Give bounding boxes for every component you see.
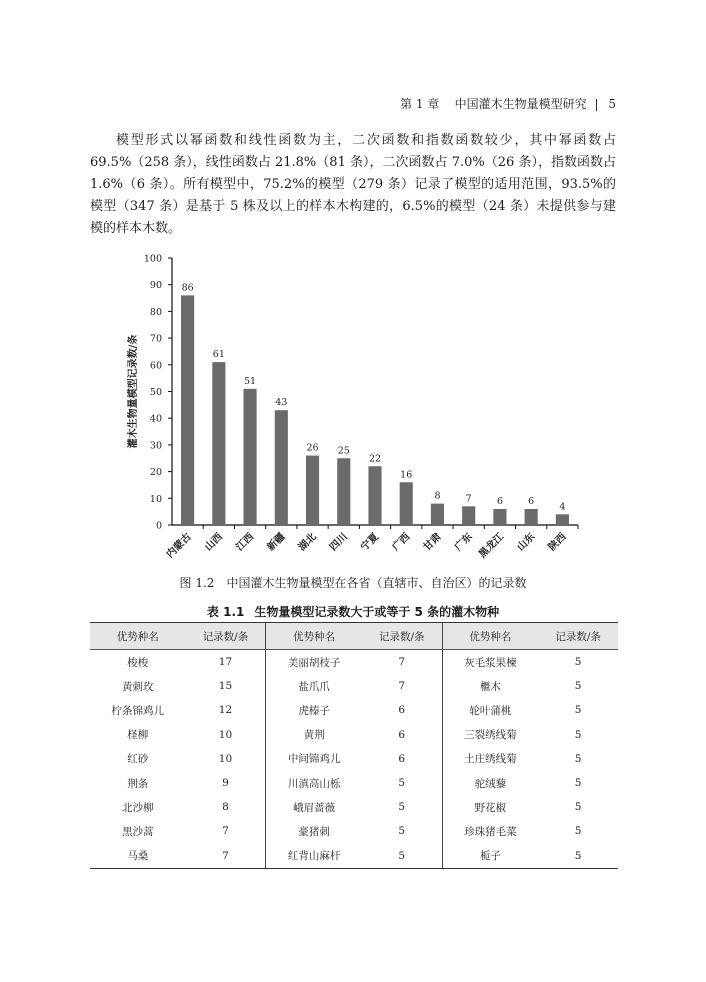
x-category-label: 宁夏 <box>359 531 382 554</box>
species-cell: 盐爪爪 <box>266 674 362 698</box>
record-count-cell: 15 <box>218 680 233 693</box>
record-count-cell: 6 <box>398 752 406 765</box>
header-cell: 记录数/条 <box>362 623 442 650</box>
record-count-cell: 5 <box>398 777 406 790</box>
x-category-label: 广西 <box>390 531 413 554</box>
header-cell: 优势种名 <box>442 623 538 650</box>
x-category-label: 湖北 <box>296 531 319 554</box>
bar-value-label: 51 <box>244 375 257 387</box>
record-count-cell: 12 <box>218 704 233 717</box>
x-category-label: 广东 <box>452 531 475 554</box>
table-row <box>90 771 618 795</box>
bar <box>431 504 444 525</box>
bar <box>368 466 381 525</box>
species-cell: 北沙柳 <box>122 801 154 814</box>
species-cell: 荆条 <box>127 777 149 790</box>
bar-value-label: 8 <box>434 490 441 502</box>
page-number: 5 <box>608 97 616 111</box>
species-cell: 美丽胡枝子 <box>266 650 362 675</box>
y-tick-label: 0 <box>155 520 162 532</box>
record-count-cell: 9 <box>222 777 229 790</box>
chapter-label: 第 1 章 <box>400 97 440 111</box>
x-category-label: 新疆 <box>265 531 288 554</box>
species-cell: 红背山麻杆 <box>266 844 362 869</box>
record-count-cell: 10 <box>218 752 233 765</box>
y-axis-label: 灌木生物量模型记录数/条 <box>128 334 139 449</box>
table-body <box>90 650 618 869</box>
species-cell: 中间锦鸡儿 <box>266 747 362 771</box>
species-cell: 黑沙蒿 <box>122 825 154 838</box>
header-cell: 优势种名 <box>266 623 362 650</box>
record-count-cell: 5 <box>574 825 582 838</box>
record-count-cell: 5 <box>574 680 582 693</box>
bar <box>275 410 288 525</box>
record-count-cell: 5 <box>398 801 406 814</box>
table-row <box>90 795 618 819</box>
figure-caption: 图 1.2 中国灌木生物量模型在各省（直辖市、自治区）的记录数 <box>179 576 527 590</box>
species-cell: 峨眉蔷薇 <box>266 795 362 819</box>
table-row <box>90 650 618 675</box>
record-count-cell: 5 <box>362 844 442 869</box>
header-cell: 记录数/条 <box>538 623 618 650</box>
record-count-cell: 5 <box>538 844 618 869</box>
x-category-label: 四川 <box>327 531 350 554</box>
bar-value-label: 22 <box>368 453 382 465</box>
record-count-cell: 5 <box>574 777 582 790</box>
species-cell: 红砂 <box>127 753 149 766</box>
bar-value-label: 26 <box>306 442 319 454</box>
table-row <box>90 844 618 869</box>
bar-value-label: 16 <box>400 469 413 481</box>
record-count-cell: 7 <box>398 656 406 669</box>
species-table <box>90 622 618 869</box>
bar-value-label: 25 <box>337 445 350 457</box>
species-cell: 马桑 <box>90 844 186 869</box>
table-row <box>90 747 618 771</box>
species-cell: 三裂绣线菊 <box>442 723 538 747</box>
y-tick-label: 70 <box>149 333 162 345</box>
table-title-text: 生物量模型记录数大于或等于 5 条的灌木物种 <box>254 605 500 619</box>
species-cell: 檵木 <box>442 674 538 698</box>
species-cell: 土庄绣线菊 <box>442 747 538 771</box>
record-count-cell: 7 <box>186 844 266 869</box>
bar-chart-svg <box>120 248 590 573</box>
x-category-label: 江西 <box>234 531 257 554</box>
species-cell: 栀子 <box>442 844 538 869</box>
species-cell: 灰毛浆果楝 <box>442 650 538 675</box>
record-count-cell: 6 <box>398 704 406 717</box>
table-row <box>90 723 618 747</box>
y-tick-label: 50 <box>149 387 162 398</box>
x-category-label: 内蒙古 <box>164 531 194 561</box>
species-cell: 柠条锦鸡儿 <box>111 704 165 717</box>
y-tick-label: 20 <box>149 467 162 479</box>
bar <box>212 362 225 525</box>
y-tick-label: 100 <box>143 253 162 265</box>
bar <box>525 509 538 525</box>
record-count-cell: 7 <box>222 825 229 838</box>
header-separator: | <box>594 97 599 111</box>
bar <box>306 456 319 525</box>
y-tick-label: 60 <box>149 360 162 372</box>
y-tick-label: 30 <box>149 440 162 452</box>
table-row <box>90 674 618 698</box>
table-header-row <box>90 623 618 650</box>
record-count-cell: 5 <box>574 704 582 717</box>
bar-chart <box>120 248 590 573</box>
x-category-label: 山东 <box>515 531 538 554</box>
bar <box>181 295 194 525</box>
record-count-cell: 5 <box>574 801 582 814</box>
bar-value-label: 61 <box>212 349 225 361</box>
species-cell: 珍珠猪毛菜 <box>442 819 538 843</box>
x-category-label: 山西 <box>203 531 225 554</box>
y-tick-label: 10 <box>149 493 162 505</box>
bar <box>244 389 257 525</box>
table-number: 表 1.1 <box>206 605 245 619</box>
table-row <box>90 819 618 843</box>
species-cell: 驼绒藜 <box>442 771 538 795</box>
header-cell: 记录数/条 <box>186 623 266 650</box>
bar-value-label: 4 <box>559 501 566 513</box>
species-cell: 轮叶蒲桃 <box>442 698 538 722</box>
species-cell: 虎榛子 <box>266 698 362 722</box>
x-category-label: 黑龙江 <box>477 531 507 561</box>
record-count-cell: 5 <box>574 728 582 741</box>
bar <box>400 482 413 525</box>
record-count-cell: 5 <box>574 752 582 765</box>
species-cell: 野花椒 <box>442 795 538 819</box>
header-cell: 优势种名 <box>90 623 186 650</box>
x-category-label: 甘肃 <box>421 531 444 554</box>
book-title: 中国灌木生物量模型研究 <box>454 97 587 111</box>
bar-value-label: 6 <box>528 495 535 507</box>
species-cell: 柽柳 <box>127 729 149 742</box>
bar-value-label: 43 <box>275 397 288 409</box>
y-tick-label: 40 <box>149 413 162 425</box>
bar <box>462 506 475 525</box>
species-cell: 梭梭 <box>127 656 149 669</box>
record-count-cell: 17 <box>218 656 233 669</box>
species-cell: 豪猪刺 <box>266 819 362 843</box>
species-cell: 黄刺玫 <box>122 680 154 693</box>
record-count-cell: 5 <box>398 825 406 838</box>
body-paragraph: 模型形式以幂函数和线性函数为主，二次函数和指数函数较少，其中幂函数占 69.5%（258 条），线性函数占 21.8%（81 条），二次函数占 7.0%（26 条），指数函数占 1.6%（6 条）。所有模型中，75.2%的模型（279 条）记录了模型的适用范围，93.5%的模型（347 条）是基于 5 株及以上的样本木构建的，6.5%的模型（24 条）未提供参与建模的样本木数。 <box>90 133 616 236</box>
bar <box>337 458 350 525</box>
y-tick-label: 80 <box>149 306 162 318</box>
bar-value-label: 7 <box>465 493 472 505</box>
record-count-cell: 7 <box>398 680 406 693</box>
running-header <box>0 95 616 112</box>
species-cell: 川滇高山栎 <box>266 771 362 795</box>
record-count-cell: 6 <box>398 728 406 741</box>
record-count-cell: 8 <box>222 801 229 814</box>
table-row <box>90 698 618 722</box>
x-category-label: 陕西 <box>546 531 569 554</box>
bar <box>556 514 569 525</box>
record-count-cell: 10 <box>218 728 233 741</box>
bar-value-label: 86 <box>181 282 194 294</box>
species-cell: 黄荆 <box>266 723 362 747</box>
bar <box>493 509 506 525</box>
y-tick-label: 90 <box>149 280 162 292</box>
table-title <box>0 603 706 620</box>
record-count-cell: 5 <box>574 656 582 669</box>
bar-value-label: 6 <box>496 495 503 507</box>
